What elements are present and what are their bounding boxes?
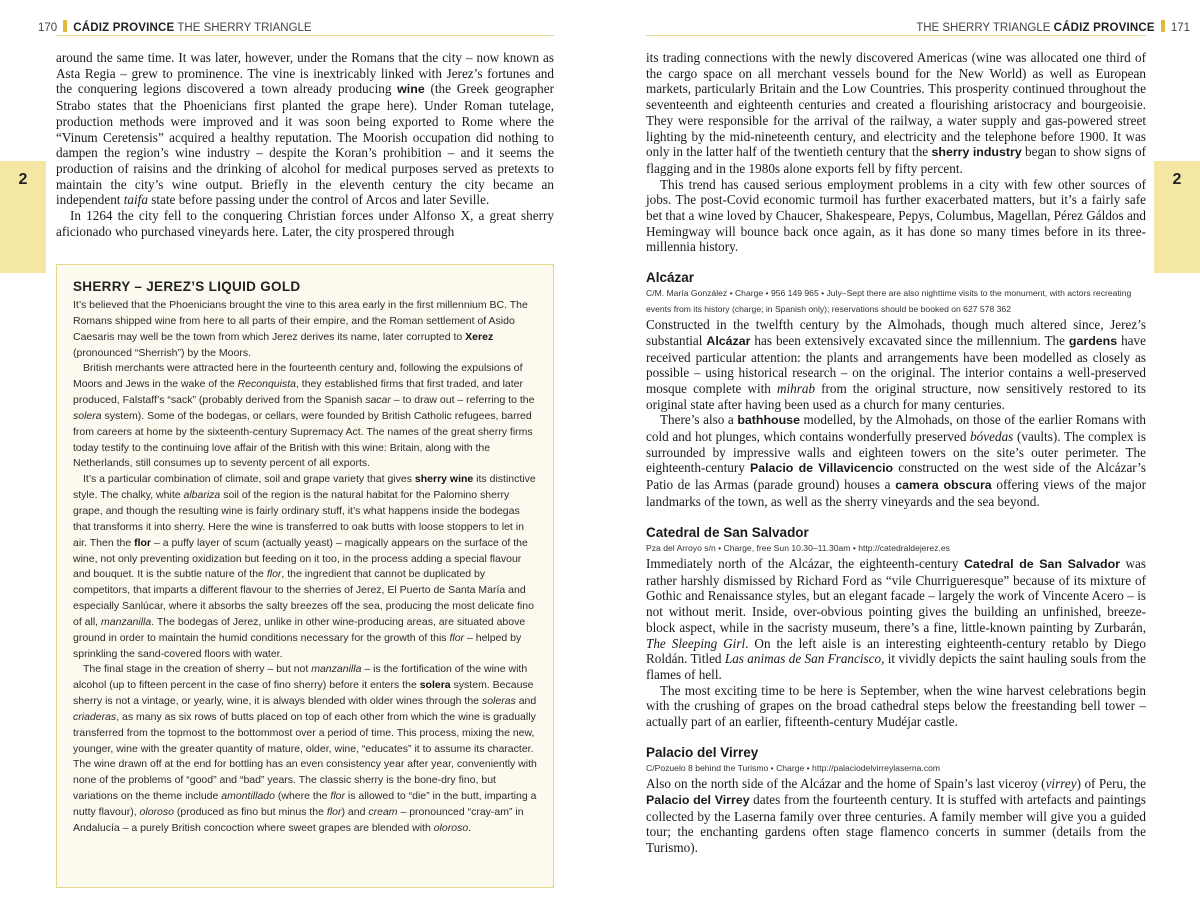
section-heading-alcazar: Alcázar [646,270,695,286]
right-running-head-bold: CÁDIZ PROVINCE [1053,22,1155,34]
bold-term: sherry industry [931,145,1022,160]
section-heading-catedral: Catedral de San Salvador [646,524,809,540]
left-running-head-bold: CÁDIZ PROVINCE [73,22,175,34]
bold-term: wine [397,82,425,97]
right-running-head-light: THE SHERRY TRIANGLE [916,22,1051,34]
box-paragraph-4: The final stage in the creation of sherry – but not manzanilla – is the fortification of the wine with alcohol (up to fifteen percent in the case of fino sherry) before it enters the solera system. Because sherry is not a vintage, or yearly, wine, it is always blended with older wines through the soleras and criaderas, as many as six rows of butts placed on top of each other from which the wine is gradually transferred from the topmost to the bottommost over a period of time. This process, mixing the new, younger, wine with the greater quantity of mature, older, wine, “educates” it to assume its character. The wine drawn off at the end for bottling has an even consistency year after year, conveniently with none of the problems of “good” and “bad” years. The classic sherry is the bone-dry fino, but variations on the theme include amontillado (where the flor is allowed to “die” in the butt, imparting a nutty flavour), oloroso (produced as fino but minus the flor) and cream – pronounced “cray-am” in Andalucía – a purely British concoction where sweet grapes are blended with oloroso. [73,663,537,834]
right-chapter-tab-number: 2 [1172,171,1182,188]
left-chapter-tab [0,161,46,273]
left-paragraph-2: In 1264 the city fell to the conquering Christian forces under Alfonso X, a great sherry aficionado who purchased vineyards here. Later, the city prospered through [56,208,554,239]
right-head-rule [646,35,1146,36]
running-head-bar [1161,20,1165,32]
left-paragraph-1: around the same time. It was later, however, under the Romans that the city – now known as Asta Regia – grew to prominence. The vine is inextricably linked with Jerez’s fortunes and the conquering legions discovered a town already producing wine (the Greek geographer Strabo states that the Phoenicians first planted the grape here). Under Roman tutelage, production methods were improved and it was soon being exported to Rome where the “Vinum Ceretensis” acquired a healthy reputation. The Moorish occupation did nothing to dampen the region’s wine industry – despite the Koran’s prohibition – and it seems the production of raisins and the drinking of alcohol for medical purposes served as pretexts to maintain the city’s wine output. Briefly in the eleventh century the city became an independent taifa state before passing under the control of Arcos and later Seville. [56,50,555,208]
palacio-info-line: C/Pozuelo 8 behind the Turismo • Charge • http://palaciodelvirreylaserna.com [646,762,941,773]
alcazar-info-line: C/M. María González • Charge • 956 149 965 • July–Sept there are also nighttime visits to the monument, with actors recreating events from its history (charge; in Spanish only); reservations should be booked on 627 578 362 [646,288,1132,314]
feature-box-text [73,298,537,837]
right-chapter-tab [1154,161,1200,273]
box-paragraph-1: It’s believed that the Phoenicians brought the vine to this area early in the first millennium BC. The Romans shipped wine from here to all parts of their empire, and the Roman settlement of Asido Caesaris may well be the town from which Jerez derives its name, later corrupted to Xerez (pronounced “Sherrish”) by the Moors. [73,299,528,359]
right-page [600,0,1200,921]
running-head-bar [63,20,67,32]
catedral-paragraph-1: Immediately north of the Alcázar, the eighteenth-century Catedral de San Salvador was rather harshly dismissed by Richard Ford as “vile Churrigueresque” because of its mixture of Gothic and Renaissance styles, but an elegant facade – largely the work of Vincente Acero – is not without merit. Inside, over-obvious pointing gives the building an unfinished, breeze-block aspect, while in the sacristy museum, there’s a fine, little-known painting by Zurbarán, The Sleeping Girl. On the left aisle is an interesting eighteenth-century retablo by Diego Roldán. Titled Las animas de San Francisco, it vividly depicts the saint hauling souls from the flames of hell. [646,556,1146,682]
left-page-number: 170 [38,22,58,34]
sherry-feature-box [56,264,554,888]
section-heading-palacio: Palacio del Virrey [646,744,759,760]
alcazar-paragraph-2: There’s also a bathhouse modelled, by the Almohads, on those of the earlier Romans with cold and hot plunges, which contains wonderfully preserved bóvedas (vaults). The complex is surrounded by impressive walls and eighteen towers on the site’s outer perimeter. The eighteenth-century Palacio de Villavicencio constructed on the west side of the Alcázar’s Patio de las Armas (parade ground) houses a camera obscura offering views of the major landmarks of the town, as well as the sherry vineyards and the sea beyond. [646,412,1146,509]
right-paragraph-1: its trading connections with the newly discovered Americas (wine was allocated one third of the cargo space on all merchant vessels bound for the New World) as well as European markets, particularly Britain and the Low Countries. This prosperity continued throughout the seventeenth and eighteenth centuries and created a flourishing aristocracy and bourgeoisie. They were responsible for the arrival of the railway, a water supply and gas-powered street lighting by the mid-nineteenth century, and electricity and the telephone before 1900. It was only in the latter half of the twentieth century that the sherry industry began to show signs of flagging and in the 1980s alone exports fell by fifty percent. [646,50,1146,176]
alcazar-paragraph-1: Constructed in the twelfth century by the Almohads, though much altered since, Jerez’s substantial Alcázar has been extensively excavated since the millennium. The gardens have received particular attention: the plants and arrangements have been modelled as closely as possible – using historical research – on the original. The interior contains a well-preserved mosque complete with mihrab from the original structure, now sensitively restored to its original state after having been used as a church for many centuries. [646,317,1146,412]
left-running-head-light: THE SHERRY TRIANGLE [177,22,312,34]
feature-box-title: SHERRY – JEREZ’S LIQUID GOLD [73,279,301,294]
right-page-number: 171 [1170,22,1190,34]
left-head-rule [56,35,554,36]
left-chapter-tab-number: 2 [18,171,28,188]
catedral-info-line: Pza del Arroyo s/n • Charge, free Sun 10.30–11.30am • http://catedraldejerez.es [646,542,950,553]
left-body-text [56,50,554,239]
right-paragraph-2: This trend has caused serious employment problems in a city with few other sources of jobs. The post-Covid economic turmoil has further exacerbated matters, but it’s a fairly safe bet that a wine loved by Chaucer, Shakespeare, Pepys, Columbus, Magellan, Pérez Gáldos and Hemingway will bounce back once again, as it has done so many times before in its three-millennia history. [646,176,1146,255]
right-running-head [916,20,1190,34]
catedral-paragraph-2: The most exciting time to be here is September, when the wine harvest celebrations begin with the crushing of grapes on the broad cathedral steps below the freestanding bell tower – actually part of an earlier, fifteenth-century Mudéjar castle. [646,682,1146,730]
box-paragraph-3: It’s a particular combination of climate, soil and grape variety that gives sherry wine its distinctive style. The chalky, white albariza soil of the region is the natural habitat for the Palomino sherry grape, and though the resulting wine is fairly ordinary stuff, it’s what happens inside the bodegas that transforms it into sherry. Here the wine is transferred to oak butts with loose stoppers to let in air. Then the flor – a puffy layer of scum (actually yeast) – magically appears on the surface of the wine, not only preventing oxidization but feeding on it too, in the process adding a special flavour and bouquet. It is the subtle nature of the flor, the ingredient that cannot be duplicated by competitors, that imparts a different flavour to the sherries of Jerez, El Puerto de Santa María and especially Sanlúcar, where it absorbs the salty breezes off the sea, producing the most delicate fino of all, manzanilla. The bodegas of Jerez, unlike in other wine-producing areas, are situated above ground in order to maintain the humid conditions necessary for the growth of this flor – helped by sprinkling the sand-covered floors with water. [73,473,536,660]
left-running-head [38,20,312,34]
right-body-text [646,50,1146,856]
palacio-paragraph-1: Also on the north side of the Alcázar and the home of Spain’s last viceroy (virrey) of Peru, the Palacio del Virrey dates from the fourteenth century. It is stuffed with artefacts and paintings collected by the Laserna family over three centuries. A family member will give you a guided tour; the enchanting gardens often stage flamenco concerts in summer (details from the Turismo). [646,776,1146,856]
box-paragraph-2: British merchants were attracted here in the fourteenth century and, following the expulsions of Moors and Jews in the wake of the Reconquista, they established firms that first traded, and later produced, Falstaff’s “sack” (probably derived from the Spanish sacar – to draw out – referring to the solera system). Some of the bodegas, or cellars, were founded by British Catholic refugees, barred from careers at home by the sixteenth-century Supremacy Act. The names of the great sherry firms today testify to the continuing love affair of the British with this wine: Britain, along with the Netherlands, still consumes up to seventy percent of all exports. [73,362,535,470]
